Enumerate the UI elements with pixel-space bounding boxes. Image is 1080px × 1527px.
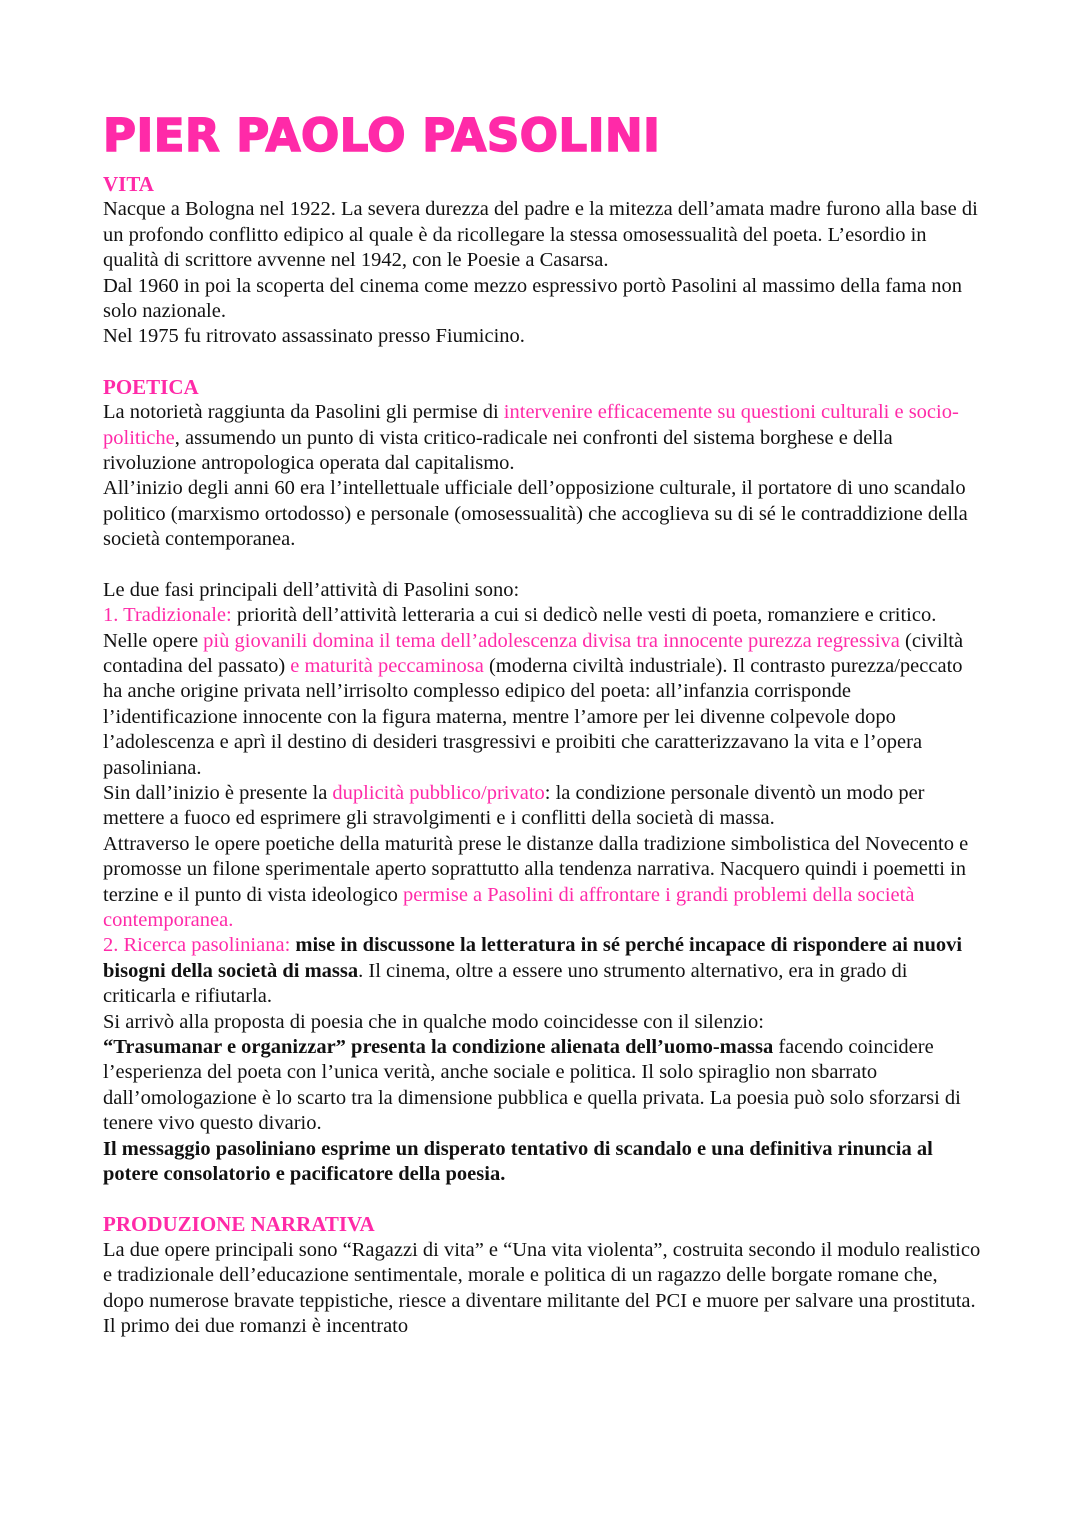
text-run: (civiltà contadina del passato) <box>103 629 964 677</box>
section-heading-vita: VITA <box>103 172 154 196</box>
vita-paragraph-3: Nel 1975 fu ritrovato assassinato presso Fiumicino. <box>103 325 525 348</box>
bold-text: mise in discussone la letteratura in sé perché incapace di rispondere ai nuovi bisogni della società di massa <box>103 934 963 982</box>
section-narrativa <box>103 1212 983 1339</box>
narrativa-paragraph-1: La due opere principali sono “Ragazzi di vita” e “Una vita violenta”, costruita secondo il modulo realistico e tradizionale dell’educazione sentimentale, morale e politica di un ragazzo delle borgate romane che, dopo numerose bravate teppistiche, riesce a diventare militante del PCI e muore per salvare una prostituta. Il primo dei due romanzi è incentrato <box>103 1238 981 1338</box>
duplicita-paragraph <box>103 781 983 832</box>
maturita-paragraph <box>103 832 983 934</box>
bold-text: “Trasumanar e organizzar” presenta la condizione alienata dell’uomo-massa <box>103 1036 774 1058</box>
text-run: (moderna civiltà industriale). Il contrasto purezza/peccato ha anche origine privata nell’irrisolto complesso edipico del poeta: all’infanzia corrisponde l’identificazione innocente con la figura materna, mentre l’amore per lei divenne colpevole dopo l’adolescenza e aprì il destino di desideri trasgressivi e proibiti che caratterizzavano la vita e l’opera pasoliniana. <box>103 654 963 779</box>
fase-2-paragraph <box>103 933 983 1009</box>
text-run: facendo coincidere l’esperienza del poeta con l’unica verità, anche sociale e politica. Il solo spiraglio non sbarrato dall’omologazione è lo scarto tra la dimensione pubblica e quella privata. La poesia può solo sforzarsi di tenere vivo questo divario. <box>103 1036 961 1135</box>
section-vita <box>103 172 983 350</box>
fase-1-label: 1. Tradizionale: <box>103 604 232 627</box>
trasumanar-paragraph <box>103 1035 983 1137</box>
text-run: . Il cinema, oltre a essere uno strumento alternativo, era in grado di criticarla e rifiutarla. <box>103 959 908 1008</box>
silenzio-paragraph: Si arrivò alla proposta di poesia che in qualche modo coincidesse con il silenzio: <box>103 1010 764 1033</box>
highlighted-text: duplicità pubblico/privato <box>332 781 545 804</box>
vita-paragraph-1: Nacque a Bologna nel 1922. La severa durezza del padre e la mitezza dell’amata madre furono alla base di un profondo conflitto edipico al quale è da ricollegare la stessa omosessualità del poeta. L’esordio in qualità di scrittore avvenne nel 1942, con le Poesie a Casarsa. <box>103 198 978 272</box>
highlighted-text: permise a Pasolini di affrontare i grandi problemi della società contemporanea. <box>103 883 915 931</box>
text-run: Attraverso le opere poetiche della maturità prese le distanze dalla tradizione simbolistica del Novecento e promosse un filone sperimentale aperto soprattutto alla tendenza narrativa. Nacquero quindi i poemetti in terzine e il punto di vista ideologico <box>103 832 969 906</box>
highlighted-text: e maturità peccaminosa <box>290 654 484 677</box>
fase-2-label: 2. Ricerca pasoliniana: <box>103 934 291 957</box>
text-run: priorità dell’attività letteraria a cui si dedicò nelle vesti di poeta, romanziere e critico. Nelle opere <box>103 604 937 652</box>
vita-paragraph-2: Dal 1960 in poi la scoperta del cinema come mezzo espressivo portò Pasolini al massimo della fama non solo nazionale. <box>103 274 963 323</box>
text-run: La notorietà raggiunta da Pasolini gli permise di <box>103 401 504 424</box>
text-run: , assumendo un punto di vista critico-radicale nei confronti del sistema borghese e della rivoluzione antropologica operata dal capitalismo. <box>103 426 893 475</box>
fasi-intro: Le due fasi principali dell’attività di Pasolini sono: <box>103 578 520 601</box>
section-heading-narrativa: PRODUZIONE NARRATIVA <box>103 1212 375 1237</box>
poetica-paragraph-2: All’inizio degli anni 60 era l’intellettuale ufficiale dell’opposizione culturale, il portatore di uno scandalo politico (marxismo ortodosso) e personale (omosessualità) che accoglieva su di sé le contraddizione della società contemporanea. <box>103 477 968 551</box>
section-poetica <box>103 375 983 1188</box>
section-heading-poetica: POETICA <box>103 374 199 399</box>
text-run: Sin dall’inizio è presente la <box>103 781 333 804</box>
fase-1-paragraph <box>103 603 983 781</box>
poetica-paragraph-1 <box>103 400 983 476</box>
document-page <box>103 110 983 1339</box>
page-title: PIER PAOLO PASOLINI <box>103 109 661 162</box>
highlighted-text: più giovanili domina il tema dell’adolescenza divisa tra innocente purezza regressiva <box>203 629 900 652</box>
text-run: : la condizione personale diventò un modo per mettere a fuoco ed esprimere gli stravolgimenti e i conflitti della società di massa. <box>103 781 925 830</box>
messaggio-paragraph: Il messaggio pasoliniano esprime un disperato tentativo di scandalo e una definitiva rinuncia al potere consolatorio e pacificatore della poesia. <box>103 1137 933 1186</box>
highlighted-text: intervenire efficacemente su questioni culturali e socio-politiche <box>103 401 959 449</box>
